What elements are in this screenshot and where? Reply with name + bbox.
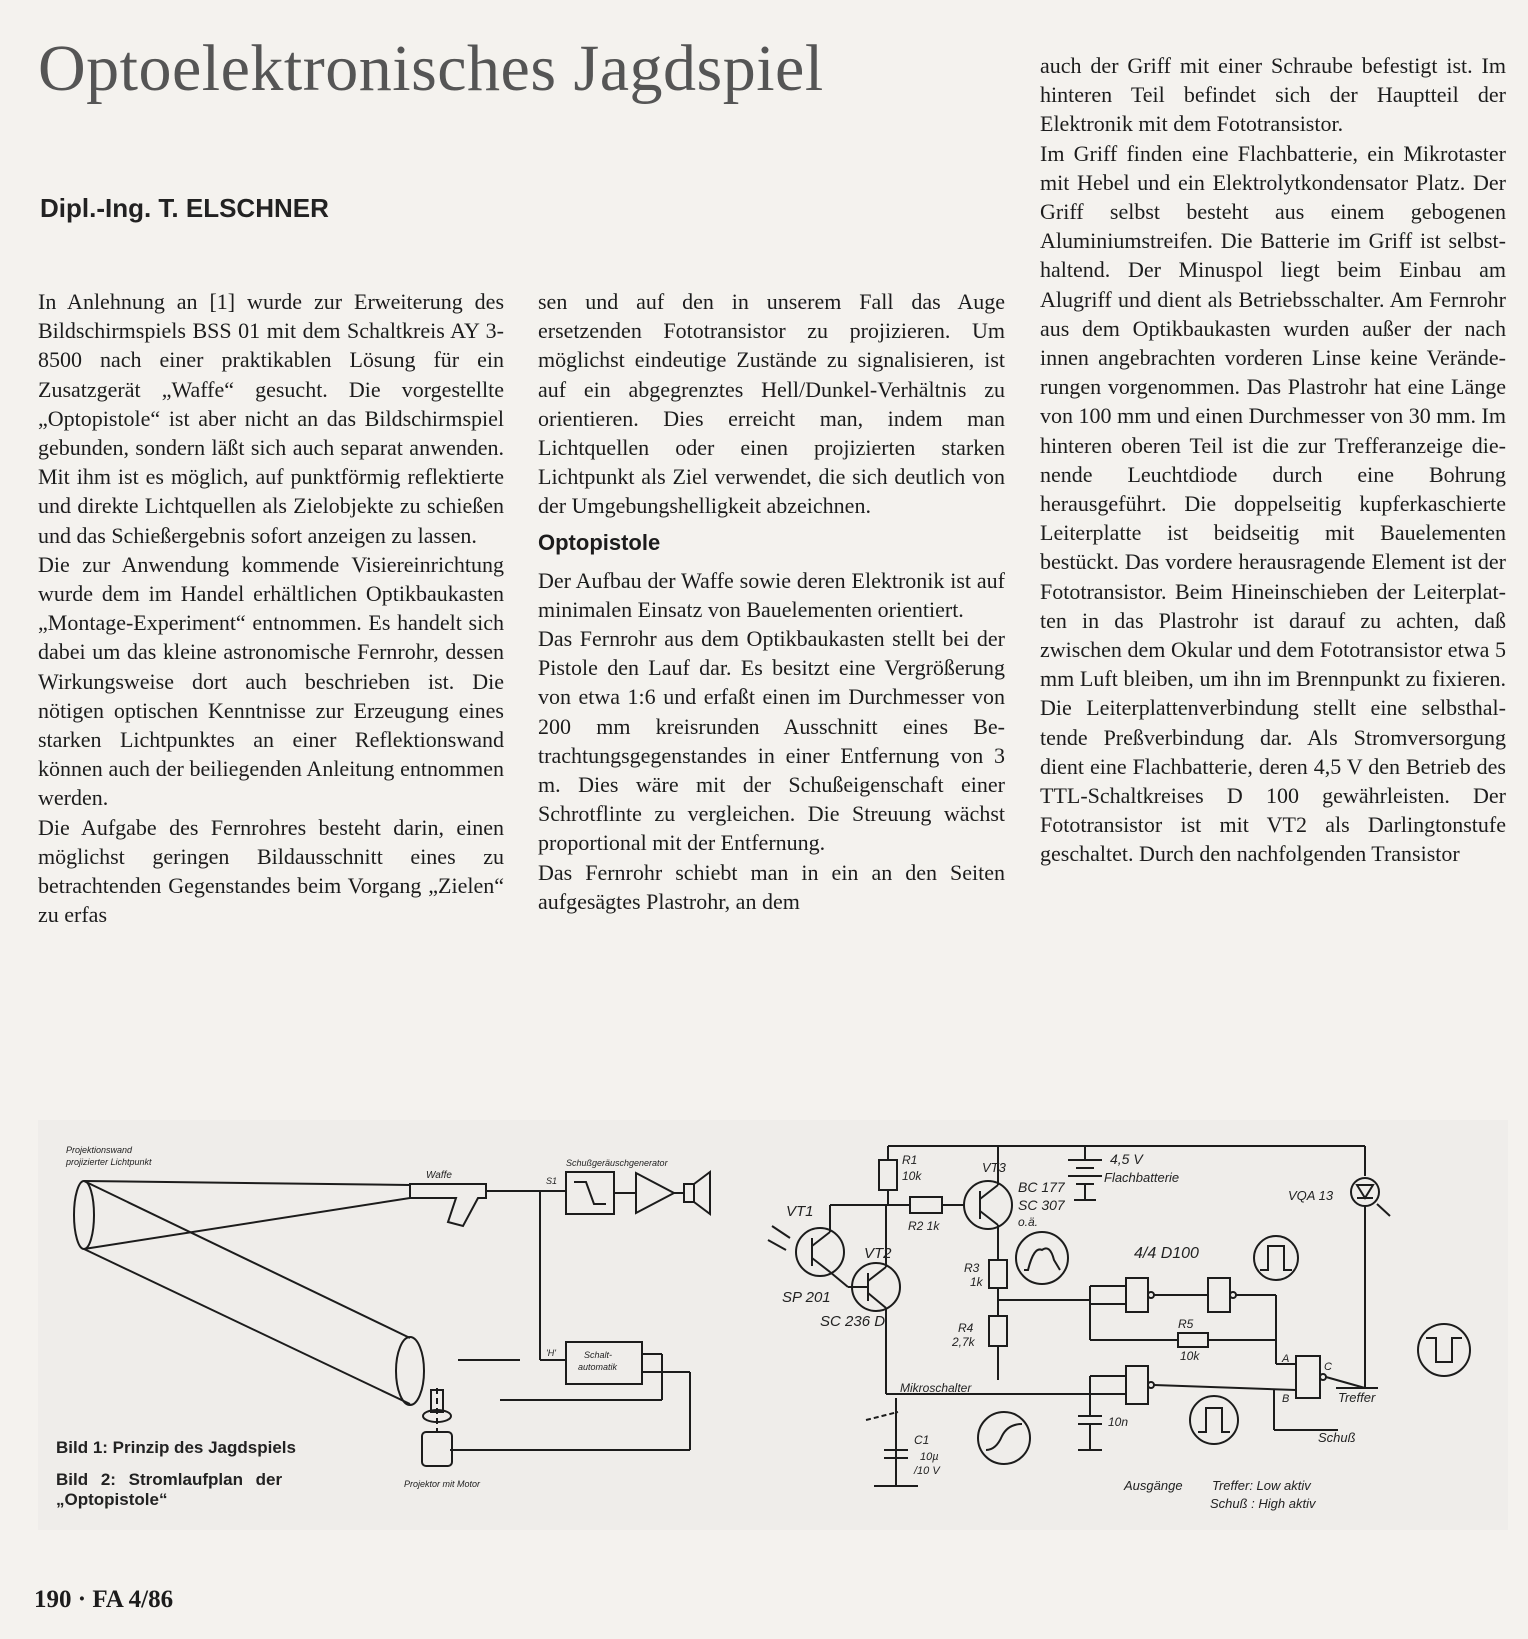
label-vt3: VT3 (982, 1160, 1006, 1175)
amplifier-triangle (636, 1173, 674, 1213)
led-vqa13 (1351, 1178, 1379, 1206)
nand-gate-2 (1208, 1278, 1230, 1312)
paragraph: sen und auf den in unserem Fall das Auge ersetzenden Fototransistor zu projizieren. Um möglichst eindeutige Zustände zu signalisieren, ist auf ein abgegrenztes Hell/Dunkel-Verhältnis zu orientieren. Dies erreicht man, indem man Lichtquellen oder einen projizierten starken Lichtpunkt als Ziel verwendet, die sich deutlich von der Umgebungshelligkeit abzeichnen. (538, 289, 1005, 519)
figure-caption-1: Bild 1: Prinzip des Jagdspiels (56, 1438, 296, 1457)
emitter (980, 1185, 998, 1199)
label-weapon: Waffe (426, 1170, 452, 1181)
label-r1: R1 (902, 1153, 918, 1167)
label-output-2: Schuß : High aktiv (1210, 1496, 1316, 1511)
transistor-vt1 (796, 1228, 844, 1276)
paragraph: Der Aufbau der Waffe sowie deren Elektronik ist auf minimalen Einsatz von Bauelementen orientiert. (538, 567, 1005, 622)
waveform-square-2 (1418, 1324, 1470, 1376)
label-r2: R2 1k (908, 1219, 940, 1233)
paragraph: auch der Griff mit einer Schraube befestigt ist. Im hinteren Teil befindet sich der Hauptteil der Elektronik mit dem Fototransistor. (1040, 53, 1506, 137)
speaker-cone (694, 1172, 710, 1214)
label-target-1: Projektionswand (66, 1145, 133, 1155)
label-microswitch: Mikroschalter (900, 1381, 972, 1395)
projector-body (422, 1432, 452, 1466)
waveform-path (986, 1424, 1022, 1450)
collector (980, 1211, 998, 1225)
waveform-path (1260, 1246, 1292, 1270)
label-pin-h: 'H' (546, 1348, 556, 1358)
emitter (812, 1258, 830, 1272)
label-sp201: SP 201 (782, 1289, 831, 1306)
collector (868, 1267, 886, 1281)
label-r5: R5 (1178, 1317, 1194, 1331)
nand-gate-3 (1296, 1356, 1320, 1398)
label-sc236: SC 236 D (820, 1313, 886, 1330)
collector (812, 1232, 830, 1246)
label-pin-a: A (1282, 1353, 1290, 1365)
waveform-path (1426, 1338, 1462, 1362)
figure-caption-2: Bild 2: Stromlaufplan der (56, 1470, 283, 1489)
label-pin-b: B (1282, 1393, 1290, 1405)
label-ic: 4/4 D100 (1134, 1245, 1199, 1262)
label-pin-c: C (1324, 1361, 1332, 1373)
label-cap-10n: 10n (1108, 1415, 1129, 1429)
label-battery-voltage: 4,5 V (1110, 1151, 1143, 1167)
wire (830, 1272, 848, 1287)
cone-line (84, 1181, 410, 1338)
resistor-r5 (1178, 1333, 1208, 1347)
label-bc177: BC 177 (1018, 1179, 1065, 1195)
label-target-2: projizierter Lichtpunkt (66, 1157, 152, 1167)
nand-gate-4 (1126, 1366, 1148, 1404)
waveform-square-3 (1190, 1396, 1238, 1444)
label-c1: C1 (914, 1433, 930, 1447)
label-vt1: VT1 (786, 1203, 814, 1220)
waveform-path (1198, 1408, 1230, 1432)
text-column-1 (38, 287, 504, 929)
transistor-vt3 (964, 1181, 1012, 1229)
page-footer: 190 · FA 4/86 (34, 1586, 174, 1613)
led-arrow (1377, 1204, 1390, 1216)
wire (1154, 1385, 1296, 1390)
inverter-bubble (1148, 1382, 1154, 1388)
inverter-bubble (1148, 1292, 1154, 1298)
label-battery: Flachbatterie (1104, 1170, 1180, 1185)
resistor-r3 (989, 1260, 1007, 1288)
label-r3: R3 (964, 1261, 980, 1275)
label-r4-value: 2,7k (952, 1335, 975, 1349)
paragraph: Die Aufgabe des Fernrohres besteht darin, einen möglichst geringen Bildausschnitt eines zu betrachtenden Gegenstandes beim Vorgang „Zielen“ zu erfas (38, 814, 504, 928)
sight-line (84, 1181, 410, 1185)
waveform-square-1 (1254, 1236, 1298, 1280)
nand-gate-1 (1126, 1278, 1148, 1312)
label-r1-value: 10k (902, 1169, 922, 1183)
label-pin-s1: S1 (546, 1176, 558, 1186)
figure-1-principle (74, 1172, 710, 1466)
figure-caption-2-continued: „Optopistole“ (56, 1490, 168, 1509)
emitter (868, 1293, 886, 1308)
resistor-r4 (989, 1316, 1007, 1346)
waveform-path (1024, 1248, 1060, 1270)
label-c1-value: 10µ (920, 1451, 939, 1463)
article-title: Optoelektronisches Jagdspiel (38, 32, 824, 105)
label-sc307: SC 307 (1018, 1197, 1065, 1213)
filter-curve (574, 1182, 606, 1204)
projector-lens-ellipse (396, 1337, 424, 1405)
paragraph: Im Griff finden eine Flachbatterie, ein Mikrotaster mit Hebel und ein Elektrolytkondensator Platz. Der Griff selbst besteht aus einem gebogenen Aluminiumstreifen. Die Batterie im Griff ist selbsthaltend. Der Minuspol liegt beim Einbau am Alugriff und dient als Betriebsschalter. Am Fernrohr aus dem Optikbaukasten wurden außer der nach innen angebrachten vorderen Linse keine Veränderungen vorgenommen. Das Plastrohr hat eine Länge von 100 mm und einen Durchmesser von 30 mm. Im hinteren oberen Teil ist die zur Trefferanzeige dienende Leuchtdiode durch eine Bohrung herausgeführt. Die doppelseitig kupferkaschierte Leiterplatte ist beidseitig mit Bauelementen bestückt. Das vordere herausragende Element ist der Fototransistor. Beim Hineinschieben der Leiterplatten in das Plastrohr ist darauf zu achten, daß zwischen dem Okular und dem Fototransistor etwa 5 mm Luft bleiben, um ihn im Brennpunkt zu fixieren. Die Leiterplattenverbindung stellt eine selbsthaltende Preßverbindung dar. Als Stromversorgung dient eine Flachbatterie, deren 4,5 V den Betrieb des TTL-Schaltkreises D 100 gewährleisten. Der Fototransistor ist mit VT2 als Darlingtonstufe geschaltet. Durch den nachfolgenden Transistor (1040, 140, 1506, 867)
paragraph: Das Fernrohr schiebt man in ein an den Seiten aufgesägtes Plastrohr, an dem (538, 859, 1005, 914)
label-r5-value: 10k (1180, 1349, 1200, 1363)
label-r4: R4 (958, 1321, 974, 1335)
wire (1326, 1377, 1365, 1388)
light-arrow (768, 1240, 786, 1250)
resistor-r2 (910, 1197, 942, 1213)
label-vt2: VT2 (864, 1245, 892, 1262)
label-output-1: Treffer: Low aktiv (1212, 1478, 1311, 1493)
text-column-2 (538, 287, 1005, 916)
figure-area (38, 1120, 1508, 1530)
speaker-body (684, 1184, 694, 1202)
text-column-3 (1040, 51, 1506, 869)
label-sound-generator: Schußgeräuschgenerator (566, 1158, 668, 1168)
label-switch-auto: Schalt- (584, 1350, 613, 1360)
waveform-slow (1016, 1232, 1068, 1284)
inverter-bubble (1230, 1292, 1236, 1298)
label-projector: Projektor mit Motor (404, 1479, 481, 1489)
label-schuss: Schuß (1318, 1430, 1356, 1445)
figure-diagrams (38, 1120, 1508, 1530)
section-heading: Optopistole (538, 529, 661, 555)
label-ob: o.ä. (1018, 1215, 1039, 1229)
waveform-rise (978, 1412, 1030, 1464)
label-treffer: Treffer (1338, 1390, 1376, 1405)
paragraph: In Anlehnung an [1] wurde zur Erweiterung des Bildschirmspiels BSS 01 mit dem Schaltkreis AY 3-8500 nach einer praktikablen Lösung für ein Zusatzgerät „Waffe“ gesucht. Die vorgestellte „Optopistole“ ist aber nicht an das Bildschirmspiel gebunden, sondern läßt sich auch separat anwenden. Mit ihm ist es möglich, auf punktförmig reflektierte und direkte Lichtquellen als Zielobjekte zu schießen und das Schießergebnis sofort anzeigen zu lassen. (38, 289, 504, 548)
label-c1-voltage: /10 V (914, 1465, 940, 1477)
label-switch-auto-2: automatik (578, 1362, 618, 1372)
switch-lever (866, 1412, 898, 1420)
paragraph: Das Fernrohr aus dem Optikbaukasten stellt bei der Pistole den Lauf dar. Es besitzt eine Vergrößerung von etwa 1:6 und erfaßt einen im Durchmesser von 200 mm kreisrunden Ausschnitt eines Betrachtungsgegenstandes in einer Entfernung von 3 m. Dies wäre mit der Schußeigenschaft einer Schrotflinte zu vergleichen. Die Streuung wächst proportional mit der Entfernung. (538, 626, 1005, 856)
cone-line (84, 1249, 410, 1404)
light-arrow (772, 1226, 790, 1238)
label-outputs: Ausgänge (1124, 1478, 1183, 1493)
weapon-shape (410, 1184, 486, 1226)
label-led: VQA 13 (1288, 1188, 1334, 1203)
paragraph: Die zur Anwendung kommende Visiereinrichtung wurde dem im Handel erhältlichen Optikbaukasten „Montage-Experiment“ entnommen. Es handelt sich dabei um das kleine astronomische Fernrohr, dessen Wirkungsweise dort auch beschrieben ist. Die nötigen optischen Kenntnisse zur Erzeugung eines starken Lichtpunktes an einer Reflektionswand können auch der beiliegenden Anleitung entnommen werden. (38, 551, 504, 811)
label-r3-value: 1k (970, 1275, 983, 1289)
projection-wall-ellipse (74, 1181, 94, 1249)
led-diode (1357, 1185, 1373, 1198)
article-author: Dipl.-Ing. T. ELSCHNER (40, 193, 329, 223)
inverter-bubble (1320, 1374, 1326, 1380)
resistor-r1 (879, 1160, 897, 1190)
